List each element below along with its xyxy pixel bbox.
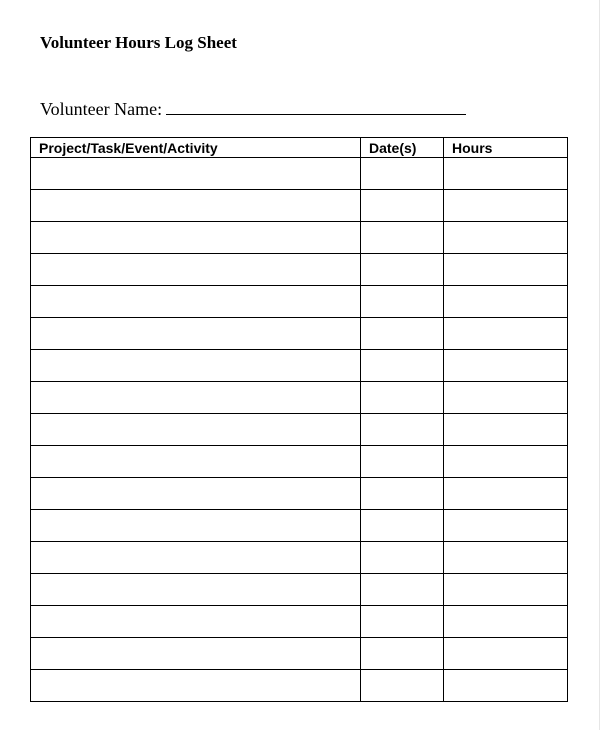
table-row xyxy=(31,510,568,542)
table-row xyxy=(31,190,568,222)
table-body xyxy=(31,158,568,702)
table-row xyxy=(31,382,568,414)
dates-cell xyxy=(361,574,444,606)
hours-cell xyxy=(444,318,568,350)
header-hours: Hours xyxy=(444,138,568,158)
dates-cell xyxy=(361,318,444,350)
document-title: Volunteer Hours Log Sheet xyxy=(40,33,237,52)
project-cell xyxy=(31,574,361,606)
table-row xyxy=(31,638,568,670)
hours-cell xyxy=(444,190,568,222)
dates-cell xyxy=(361,350,444,382)
hours-cell xyxy=(444,542,568,574)
volunteer-name-field xyxy=(40,96,466,120)
hours-cell xyxy=(444,478,568,510)
project-cell xyxy=(31,542,361,574)
project-cell xyxy=(31,190,361,222)
table-row xyxy=(31,318,568,350)
hours-cell xyxy=(444,286,568,318)
dates-cell xyxy=(361,606,444,638)
hours-cell xyxy=(444,222,568,254)
table-row xyxy=(31,158,568,190)
hours-cell xyxy=(444,158,568,190)
dates-cell xyxy=(361,510,444,542)
table-row xyxy=(31,606,568,638)
dates-cell xyxy=(361,446,444,478)
table-row xyxy=(31,542,568,574)
dates-cell xyxy=(361,478,444,510)
project-cell xyxy=(31,478,361,510)
dates-cell xyxy=(361,286,444,318)
dates-cell xyxy=(361,382,444,414)
hours-cell xyxy=(444,254,568,286)
project-cell xyxy=(31,414,361,446)
project-cell xyxy=(31,670,361,702)
project-cell xyxy=(31,318,361,350)
project-cell xyxy=(31,222,361,254)
dates-cell xyxy=(361,414,444,446)
table-row xyxy=(31,414,568,446)
volunteer-name-label: Volunteer Name: xyxy=(40,99,163,119)
project-cell xyxy=(31,254,361,286)
table-row xyxy=(31,478,568,510)
table-row xyxy=(31,222,568,254)
project-cell xyxy=(31,638,361,670)
table-row xyxy=(31,670,568,702)
hours-cell xyxy=(444,574,568,606)
table-row xyxy=(31,254,568,286)
project-cell xyxy=(31,350,361,382)
project-cell xyxy=(31,446,361,478)
hours-cell xyxy=(444,638,568,670)
dates-cell xyxy=(361,638,444,670)
header-project-task-event-activity: Project/Task/Event/Activity xyxy=(31,138,361,158)
dates-cell xyxy=(361,158,444,190)
dates-cell xyxy=(361,254,444,286)
hours-cell xyxy=(444,510,568,542)
table-row xyxy=(31,350,568,382)
hours-log-table xyxy=(30,137,568,702)
project-cell xyxy=(31,286,361,318)
project-cell xyxy=(31,382,361,414)
project-cell xyxy=(31,606,361,638)
hours-cell xyxy=(444,350,568,382)
hours-cell xyxy=(444,414,568,446)
hours-cell xyxy=(444,670,568,702)
project-cell xyxy=(31,158,361,190)
table-row xyxy=(31,574,568,606)
table-row xyxy=(31,286,568,318)
dates-cell xyxy=(361,670,444,702)
dates-cell xyxy=(361,190,444,222)
project-cell xyxy=(31,510,361,542)
dates-cell xyxy=(361,222,444,254)
table-header-row xyxy=(31,138,568,158)
header-dates: Date(s) xyxy=(361,138,444,158)
table-row xyxy=(31,446,568,478)
volunteer-name-blank-line xyxy=(166,96,466,115)
hours-cell xyxy=(444,606,568,638)
hours-cell xyxy=(444,382,568,414)
dates-cell xyxy=(361,542,444,574)
hours-cell xyxy=(444,446,568,478)
